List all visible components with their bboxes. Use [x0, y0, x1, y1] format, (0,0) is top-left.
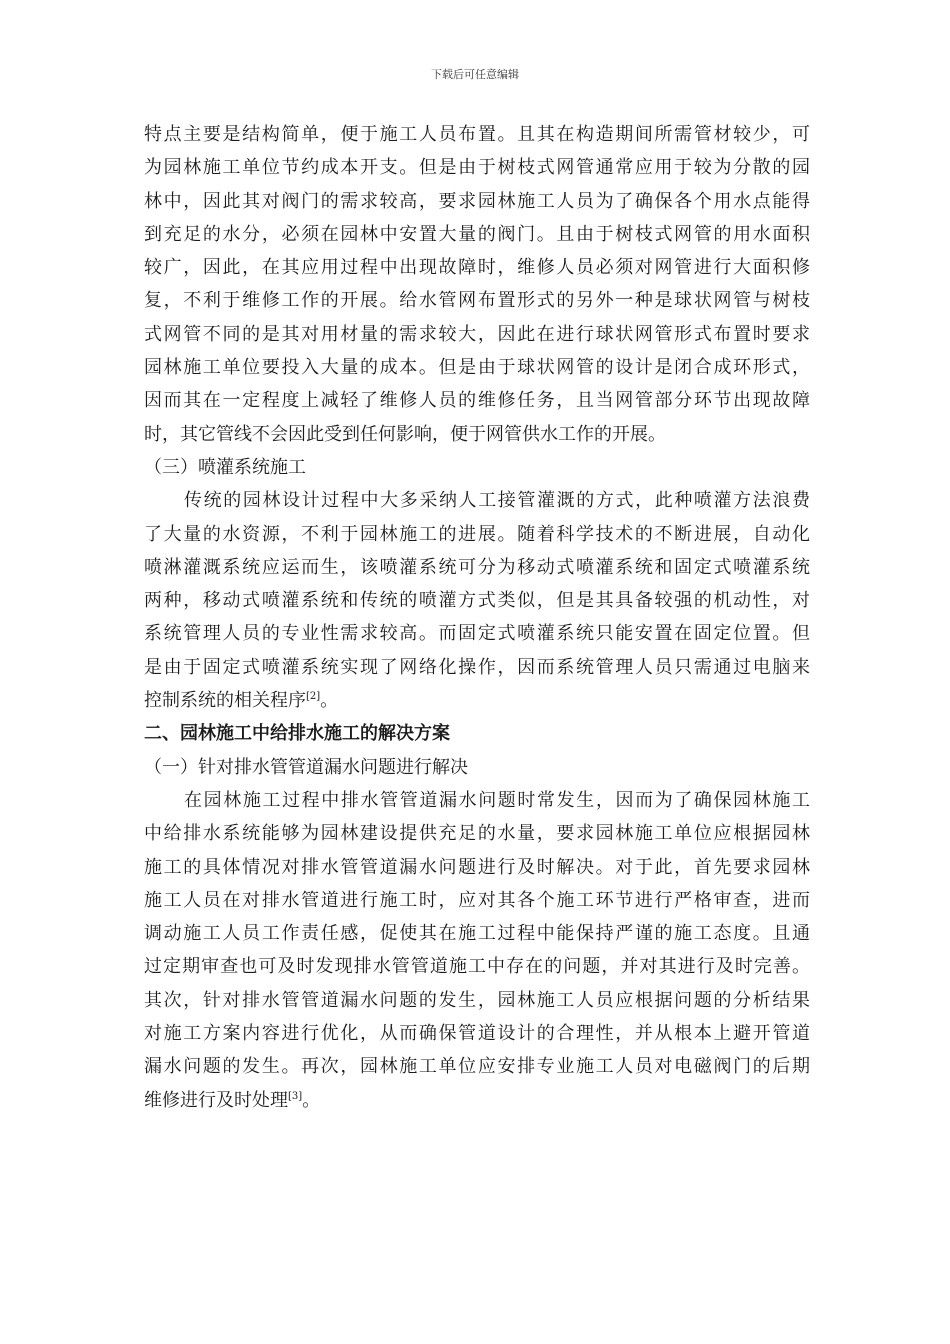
paragraph-leak	[144, 784, 810, 1117]
text-line: 复，不利于维修工作的开展。给水管网布置形式的另外一种是球状网管与树枝	[144, 290, 810, 312]
text-line: 特点主要是结构简单，便于施工人员布置。且其在构造期间所需管材较少，可	[144, 124, 810, 145]
text-line: 较广，因此，在其应用过程中出现故障时，维修人员必须对网管进行大面积修	[144, 257, 810, 279]
text-line: 林中，因此其对阀门的需求较高，要求园林施工人员为了确保各个用水点能得	[144, 190, 810, 212]
page-header: 下载后可任意编辑	[431, 68, 519, 81]
text-line	[144, 1084, 810, 1117]
text-line: 施工的具体情况对排水管管道漏水问题进行及时解决。对于此，首先要求园林	[144, 856, 810, 878]
citation-ref: [3]	[288, 1090, 303, 1102]
text-line: 园林施工单位要投入大量的成本。但是由于球状网管的设计是闭合成环形式，	[144, 357, 810, 379]
section-heading: 二、园林施工中给排水施工的解决方案	[144, 723, 450, 745]
subheading-leak: （一）针对排水管管道漏水问题进行解决	[144, 756, 468, 778]
text-line: 是由于固定式喷灌系统实现了网络化操作，因而系统管理人员只需通过电脑来	[144, 656, 810, 678]
text-fragment: 维修进行及时处理	[144, 1089, 288, 1111]
text-line: 对施工方案内容进行优化，从而确保管道设计的合理性，并从根本上避开管道	[144, 1023, 810, 1045]
text-line: 施工人员在对排水管道进行施工时，应对其各个施工环节进行严格审查，进而	[144, 889, 810, 911]
text-line: 式网管不同的是其对用材量的需求较大，因此在进行球状网管形式布置时要求	[144, 323, 810, 345]
paragraph-sprinkler	[144, 484, 810, 717]
text-fragment: 。	[320, 690, 339, 712]
citation-ref: [2]	[306, 691, 321, 703]
text-line: 了大量的水资源，不利于园林施工的进展。随着科学技术的不断进展，自动化	[144, 523, 810, 545]
text-line: 过定期审查也可及时发现排水管管道施工中存在的问题，并对其进行及时完善。	[144, 956, 810, 978]
text-line: 到充足的水分，必须在园林中安置大量的阀门。且由于树枝式网管的用水面积	[144, 223, 810, 245]
paragraph-pipe-network	[144, 118, 810, 451]
text-line: 传统的园林设计过程中大多采纳人工接管灌溉的方式，此种喷灌方法浪费	[184, 490, 810, 512]
text-fragment: 。	[302, 1089, 321, 1111]
text-line: 中给排水系统能够为园林建设提供充足的水量，要求园林施工单位应根据园林	[144, 823, 810, 845]
subheading-sprinkler: （三）喷灌系统施工	[144, 456, 306, 478]
text-line: 其次，针对排水管管道漏水问题的发生，园林施工人员应根据问题的分析结果	[144, 989, 810, 1011]
text-line: 为园林施工单位节约成本开支。但是由于树枝式网管通常应用于较为分散的园	[144, 157, 810, 179]
text-line: 两种，移动式喷灌系统和传统的喷灌方式类似，但是其具备较强的机动性，对	[144, 590, 810, 612]
text-line: 系统管理人员的专业性需求较高。而固定式喷灌系统只能安置在固定位置。但	[144, 623, 810, 645]
document-body	[144, 118, 810, 1117]
text-fragment: 控制系统的相关程序	[144, 690, 306, 712]
text-line: 因而其在一定程度上减轻了维修人员的维修任务，且当网管部分环节出现故障	[144, 390, 810, 412]
text-line: 调动施工人员工作责任感，促使其在施工过程中能保持严谨的施工态度。且通	[144, 923, 810, 945]
text-line: 漏水问题的发生。再次，园林施工单位应安排专业施工人员对电磁阀门的后期	[144, 1056, 810, 1078]
text-line: 喷淋灌溉系统应运而生，该喷灌系统可分为移动式喷灌系统和固定式喷灌系统	[144, 556, 810, 578]
text-line: 在园林施工过程中排水管管道漏水问题时常发生，因而为了确保园林施工	[184, 789, 810, 811]
text-line	[144, 684, 810, 717]
text-line: 时，其它管线不会因此受到任何影响，便于网管供水工作的开展。	[144, 423, 666, 445]
